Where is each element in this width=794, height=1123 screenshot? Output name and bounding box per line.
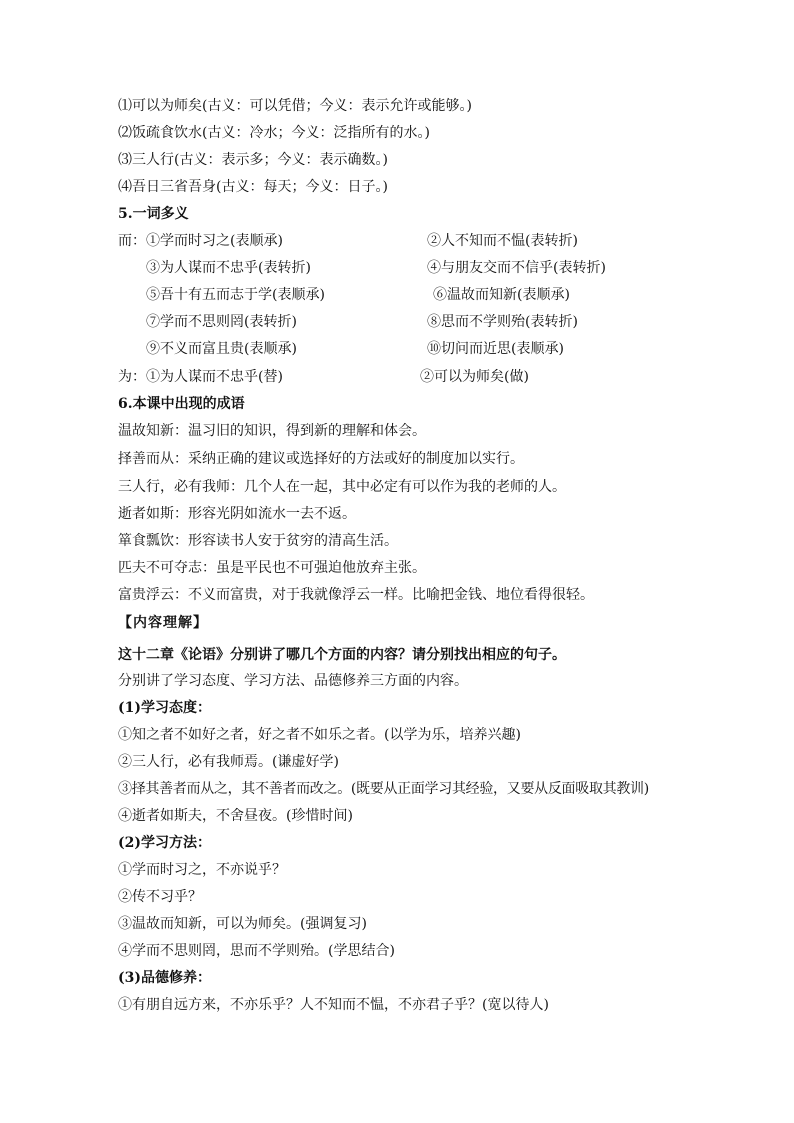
er-item-7: ⑦学而不思则罔(表转折) (146, 314, 297, 330)
section-heading-chengyu: 6.本课中出现的成语 (118, 396, 245, 412)
er-row-1 (118, 231, 283, 251)
fangfa-item-4: ④学而不思则罔，思而不学则殆。(学思结合) (118, 943, 395, 959)
er-item-4: ④与朋友交而不信乎(表转折) (427, 260, 606, 276)
gujin-line-4: ⑷吾日三省吾身(古义：每天；今义：日子。) (118, 179, 388, 195)
er-item-9: ⑨不义而富且贵(表顺承) (146, 341, 297, 357)
chengyu-item-5: 箪食瓢饮：形容读书人安于贫穷的清高生活。 (118, 533, 398, 549)
section-heading-lijie: 【内容理解】 (118, 615, 208, 631)
gujin-line-3: ⑶三人行(古义：表示多；今义：表示确数。) (118, 152, 388, 168)
chengyu-item-3: 三人行，必有我师：几个人在一起，其中必定有可以作为我的老师的人。 (118, 479, 566, 495)
lijie-question: 这十二章《论语》分别讲了哪几个方面的内容？请分别找出相应的句子。 (118, 647, 566, 663)
er-item-8: ⑧思而不学则殆(表转折) (427, 314, 578, 330)
taidu-item-2: ②三人行，必有我师焉。(谦虚好学) (118, 754, 339, 770)
er-item-10: ⑩切问而近思(表顺承) (427, 341, 564, 357)
wei-row-1 (118, 367, 283, 387)
taidu-item-1: ①知之者不如好之者，好之者不如乐之者。(以学为乐，培养兴趣) (118, 727, 521, 743)
fangfa-heading: (2)学习方法： (118, 835, 211, 851)
er-item-1: ①学而时习之(表顺承) (146, 233, 283, 249)
chengyu-item-2: 择善而从：采纳正确的建议或选择好的方法或好的制度加以实行。 (118, 451, 524, 467)
er-item-3: ③为人谋而不忠乎(表转折) (146, 260, 311, 276)
pinde-item-1: ①有朋自远方来，不亦乐乎？人不知而不愠，不亦君子乎？(宽以待人) (118, 997, 549, 1013)
er-item-2: ②人不知而不愠(表转折) (427, 233, 578, 249)
wei-item-2: ②可以为师矣(做) (420, 369, 529, 385)
taidu-item-3: ③择其善者而从之，其不善者而改之。(既要从正面学习其经验，又要从反面吸取其教训) (118, 781, 649, 797)
taidu-heading: (1)学习态度： (118, 700, 211, 716)
lijie-answer: 分别讲了学习态度、学习方法、品德修养三方面的内容。 (118, 673, 468, 689)
fangfa-item-3: ③温故而知新，可以为师矣。(强调复习) (118, 916, 367, 932)
section-heading-yici: 5.一词多义 (118, 206, 189, 222)
taidu-item-4: ④逝者如斯夫，不舍昼夜。(珍惜时间) (118, 808, 353, 824)
er-item-5: ⑤吾十有五而志于学(表顺承) (146, 287, 325, 303)
er-item-6: ⑥温故而知新(表顺承) (433, 287, 570, 303)
wei-label: 为： (118, 369, 146, 385)
chengyu-item-1: 温故知新：温习旧的知识，得到新的理解和体会。 (118, 423, 426, 439)
gujin-line-2: ⑵饭疏食饮水(古义：冷水；今义：泛指所有的水。) (118, 125, 430, 141)
fangfa-item-2: ②传不习乎？ (118, 889, 202, 905)
chengyu-item-7: 富贵浮云：不义而富贵，对于我就像浮云一样。比喻把金钱、地位看得很轻。 (118, 587, 594, 603)
chengyu-item-6: 匹夫不可夺志：虽是平民也不可强迫他放弃主张。 (118, 560, 426, 576)
fangfa-item-1: ①学而时习之，不亦说乎？ (118, 862, 286, 878)
wei-item-1: ①为人谋而不忠乎(替) (146, 369, 283, 385)
chengyu-item-4: 逝者如斯：形容光阴如流水一去不返。 (118, 506, 356, 522)
er-label: 而： (118, 233, 146, 249)
pinde-heading: (3)品德修养： (118, 970, 211, 986)
gujin-line-1: ⑴可以为师矣(古义：可以凭借；今义：表示允许或能够。) (118, 98, 472, 114)
